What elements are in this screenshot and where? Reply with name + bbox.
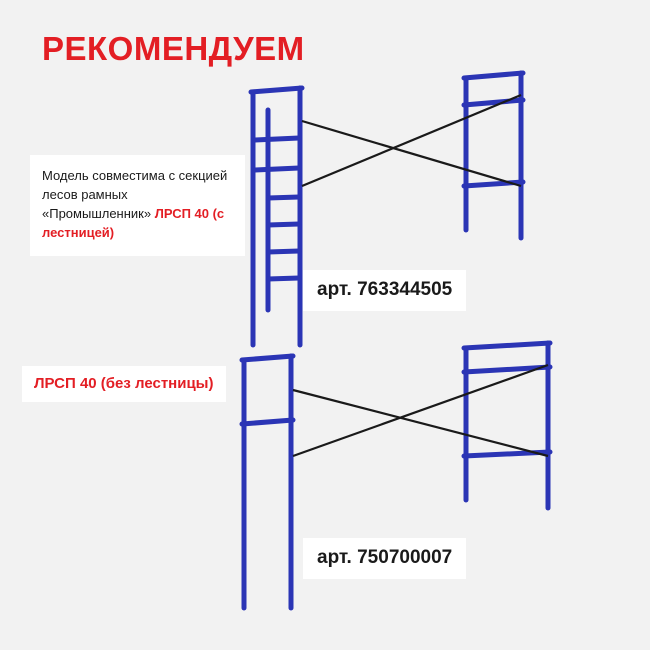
article-label-bottom: арт. 750700007	[303, 538, 466, 579]
page-title: РЕКОМЕНДУЕМ	[42, 30, 305, 67]
compatibility-highlight: ЛРСП 40 (с лестницей)	[42, 205, 225, 240]
compatibility-text: Модель совместима с секцией лесов рамных «Промышленник»	[42, 168, 228, 221]
no-ladder-callout: ЛРСП 40 (без лестницы)	[22, 366, 226, 402]
compatibility-callout	[30, 155, 245, 256]
article-label-top: арт. 763344505	[303, 270, 466, 311]
